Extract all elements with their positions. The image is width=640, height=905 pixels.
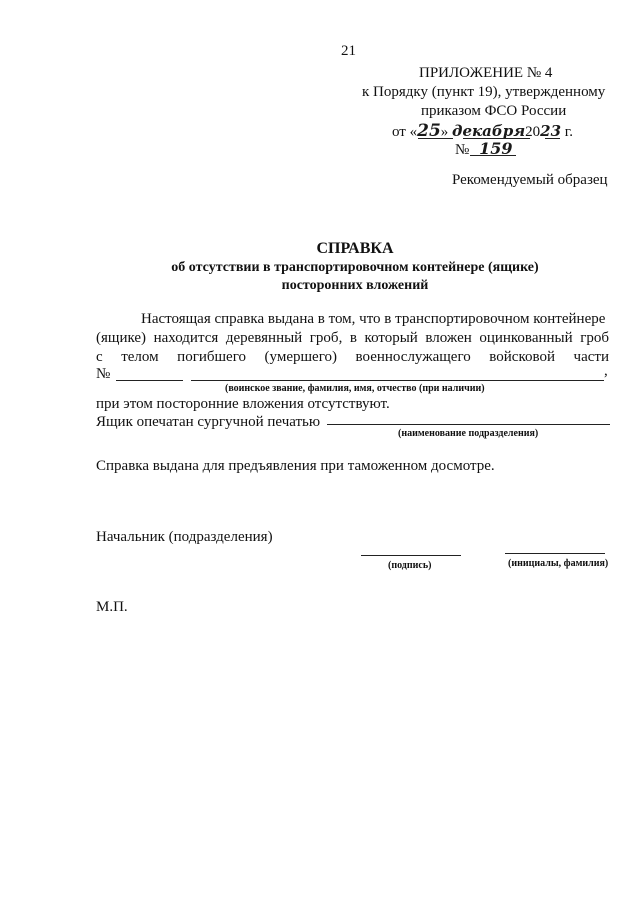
date-suffix: г. <box>564 124 573 140</box>
date-year-underline <box>545 138 560 139</box>
appendix-number <box>455 139 512 159</box>
rank-name-blank <box>191 380 604 381</box>
unit-name-blank <box>327 424 610 425</box>
recommended-sample: Рекомендуемый образец <box>452 172 608 188</box>
caption-unit: (наименование подразделения) <box>398 428 539 439</box>
page-number: 21 <box>341 43 356 59</box>
date-year-prefix: 20 <box>525 124 541 140</box>
chief-label: Начальник (подразделения) <box>96 529 273 545</box>
date-prefix: от « <box>392 124 418 140</box>
appendix-title: ПРИЛОЖЕНИЕ № 4 <box>419 65 553 81</box>
date-day: 25 <box>417 121 441 141</box>
body-line-1: Настоящая справка выдана в том, что в транспортировочном контейнере <box>141 311 606 327</box>
caption-initials: (инициалы, фамилия) <box>508 558 609 569</box>
unit-number-label: № <box>96 366 111 382</box>
date-month: декабря <box>452 122 526 140</box>
comma: , <box>604 363 608 379</box>
appendix-order-line: к Порядку (пункт 19), утвержденному <box>362 84 606 100</box>
body-line-3: с телом погибшего (умершего) военнослужащего войсковой части <box>96 349 609 365</box>
caption-rank-name: (воинское звание, фамилия, имя, отчество (при наличии) <box>225 383 485 394</box>
document-title: СПРАВКА <box>316 240 394 257</box>
number-prefix: № <box>455 142 470 158</box>
signature-blank <box>361 555 461 556</box>
date-year: 23 <box>540 122 562 140</box>
body-line-2: (ящике) находится деревянный гроб, в который вложен оцинкованный гроб <box>96 330 609 346</box>
body-no-items: при этом посторонние вложения отсутствуют. <box>96 396 390 412</box>
date-mid: » <box>440 124 449 140</box>
caption-signature: (подпись) <box>388 560 432 571</box>
number-value: 159 <box>479 139 513 158</box>
appendix-fso-line: приказом ФСО России <box>421 103 567 119</box>
body-customs: Справка выдана для предъявления при таможенном досмотре. <box>96 458 495 474</box>
document-subtitle-2: посторонних вложений <box>281 278 429 293</box>
body-sealed: Ящик опечатан сургучной печатью <box>96 414 321 430</box>
unit-number-blank <box>116 380 183 381</box>
stamp-place: М.П. <box>96 599 128 615</box>
date-day-underline <box>418 138 453 139</box>
document-subtitle-1: об отсутствии в транспортировочном контейнере (ящике) <box>171 260 539 275</box>
number-underline <box>470 155 516 156</box>
initials-blank <box>505 553 605 554</box>
